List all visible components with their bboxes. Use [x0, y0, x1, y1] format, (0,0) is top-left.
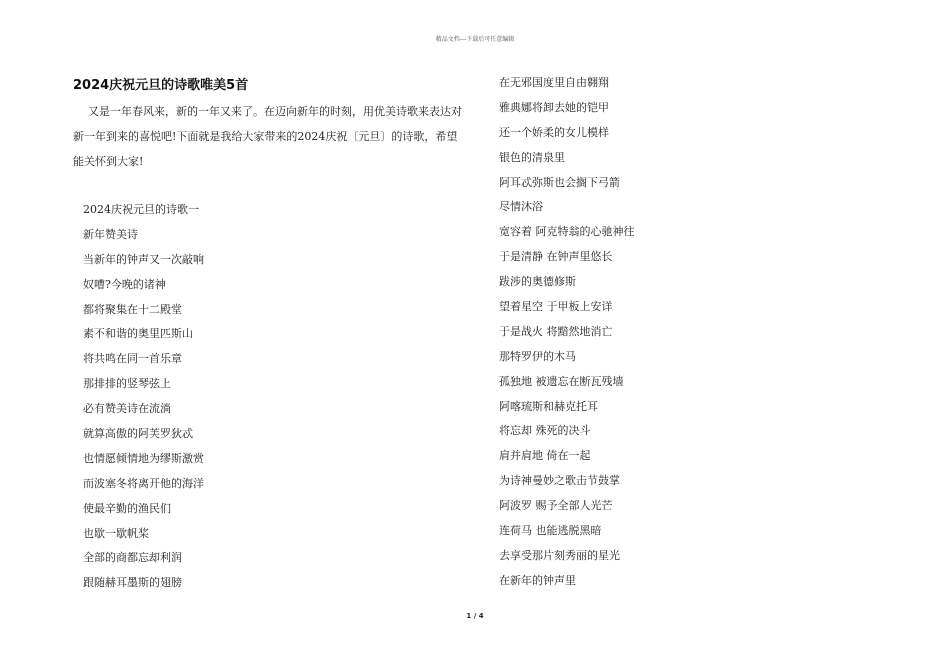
poem-line: 尽情沐浴: [499, 200, 543, 214]
poem-line: 银色的清泉里: [499, 150, 565, 164]
poem-line: 将共鸣在同一首乐章: [83, 352, 182, 366]
poem-line: 在无邪国度里自由翱翔: [499, 76, 609, 89]
article-title: 2024庆祝元旦的诗歌唯美5首: [73, 78, 249, 93]
poem-line: 望着星空 于甲板上安详: [499, 300, 613, 314]
poem-line: 阿喀琉斯和赫克托耳: [499, 399, 598, 413]
poem-line: 2024庆祝元旦的诗歌一: [83, 203, 199, 216]
poem-right-column: [499, 71, 635, 594]
intro-paragraph: [73, 99, 465, 174]
poem-line: 也情愿倾情地为缪斯激赏: [83, 451, 204, 465]
poem-line: 使最辛勤的渔民们: [83, 501, 171, 515]
poem-line: 连荷马 也能逃脱黑暗: [499, 524, 602, 538]
poem-line: 肩并肩地 倚在一起: [499, 449, 591, 463]
poem-line: 全部的商都忘却利润: [83, 551, 182, 565]
poem-line: 将忘却 殊死的决斗: [499, 424, 591, 438]
poem-line: 奴嘈?今晚的诸神: [83, 277, 166, 291]
poem-line: 于是清静 在钟声里悠长: [499, 250, 613, 264]
poem-line: 也歇一歇帆桨: [83, 526, 149, 540]
poem-line: 而波塞冬将离开他的海洋: [83, 476, 204, 490]
poem-line: 雅典娜将卸去她的铠甲: [499, 100, 609, 114]
poem-line: 宽容着 阿克特翁的心驰神往: [499, 225, 635, 239]
page-indicator: 1 / 4: [466, 612, 484, 620]
poem-line: 都将聚集在十二殿堂: [83, 302, 182, 316]
poem-line: 就算高傲的阿芙罗狄忒: [83, 427, 193, 441]
poem-line: 孤独地 被遗忘在断瓦残墙: [499, 374, 624, 388]
poem-line: 跋涉的奥德修斯: [499, 275, 576, 289]
poem-line: 去享受那片刻秀丽的星光: [499, 548, 620, 562]
poem-line: 当新年的钟声又一次敲响: [83, 252, 204, 266]
poem-line: 为诗神曼妙之歌击节鼓掌: [499, 474, 620, 488]
poem-line: 在新年的钟声里: [499, 573, 576, 587]
poem-line: 跟随赫耳墨斯的翅膀: [83, 576, 182, 590]
poem-line: 还一个娇柔的女儿模样: [499, 125, 609, 139]
poem-line: 那排排的竖琴弦上: [83, 377, 171, 391]
poem-line: 新年赞美诗: [83, 227, 138, 241]
poem-line: 阿耳忒弥斯也会搁下弓箭: [499, 175, 620, 189]
page-header: 精品文档---下载后可任意编辑: [435, 36, 515, 43]
poem-left-column: [83, 198, 204, 596]
poem-line: 那特罗伊的木马: [499, 349, 576, 363]
intro-text: 又是一年春风来，新的一年又来了。在迈向新年的时刻，用优美诗歌来表达对新一年到来的喜悦吧!下面就是我给大家带来的2024庆祝〔元旦〕的诗歌，希望能关怀到大家!: [73, 105, 462, 168]
poem-line: 阿波罗 赐予全部人光芒: [499, 499, 613, 513]
poem-line: 必有赞美诗在流淌: [83, 402, 171, 416]
poem-line: 素不和谐的奥里匹斯山: [83, 327, 193, 341]
poem-line: 于是战火 将黯然地消亡: [499, 324, 613, 338]
